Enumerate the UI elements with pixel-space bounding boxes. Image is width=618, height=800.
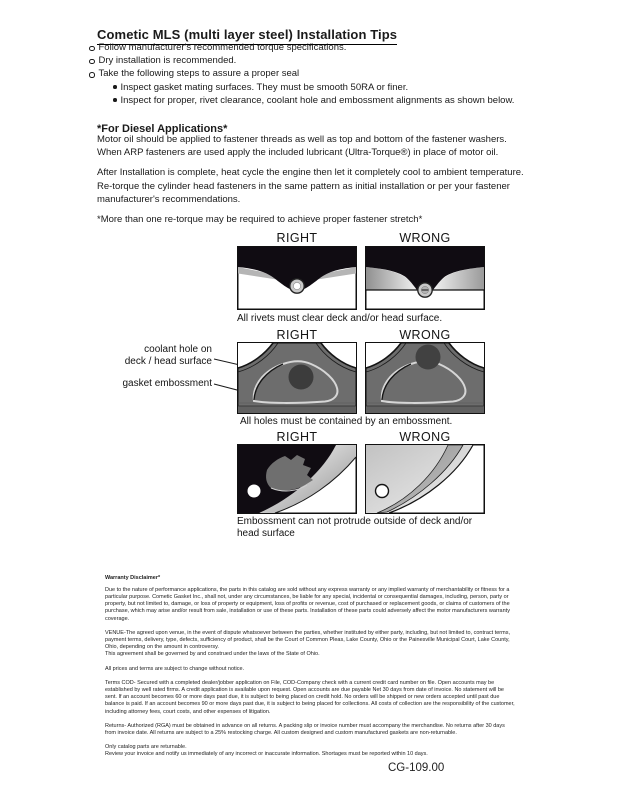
bullet-text: Dry installation is recommended. (98, 55, 237, 67)
coolant-hole-annotation: coolant hole on deck / head surface (124, 344, 212, 367)
rivet-clearance-diagram-right (237, 246, 357, 310)
wrong-label: WRONG (399, 328, 451, 342)
bullet-text: Inspect for proper, rivet clearance, coolant hole and embossment alignments as shown below. (120, 94, 515, 106)
gasket-cross-section-right-illustration (237, 246, 357, 310)
wrong-label: WRONG (399, 231, 451, 245)
list-item (113, 81, 534, 94)
right-label: RIGHT (276, 231, 318, 245)
warranty-heading: Warranty Disclaimer* (105, 575, 161, 581)
gasket-cross-section-wrong-illustration (365, 246, 485, 310)
diagram-caption: All rivets must clear deck and/or head surface. (237, 313, 443, 324)
paragraph: *More than one re-torque may be required to achieve proper fastener stretch* (97, 214, 423, 226)
warranty-disclaimer (105, 575, 517, 759)
diagram-caption: Embossment can not protrude outside of deck and/or head surface (237, 516, 473, 539)
coolant-hole-right-illustration (237, 342, 357, 414)
warranty-paragraph: All prices and terms are subject to change without notice. (105, 665, 245, 672)
open-bullet-icon (89, 59, 95, 65)
diesel-applications-heading: *For Diesel Applications* (97, 123, 228, 136)
installation-tips-list (89, 41, 534, 107)
embossment-protrusion-diagram-right (237, 444, 357, 514)
page-title: Cometic MLS (multi layer steel) Installation Tips (97, 27, 397, 45)
warranty-paragraph: Terms COD- Secured with a completed dealer/jobber application on File, COD-Company check with a current credit card number on file. Open accounts may be established by well rated firms. A credit application is available upon request. Open accounts are due payable Net 30 days from date of invoice. No statement will be sent. If an account becomes 60 or more days past due, it is subject to being placed on credit hold. No orders will be shipped or new orders accepted until past due balance is paid. If an account becomes 90 or more days past due, it is subject to being placed for collections. All costs of collection are the responsibility of the customer, including attorney fees, court costs, and other expenses of litigation. (105, 679, 515, 715)
list-item (89, 54, 534, 67)
open-bullet-icon (89, 46, 95, 52)
warranty-paragraph: Only catalog parts are returnable. (105, 744, 187, 751)
filled-bullet-icon (113, 85, 117, 89)
list-item (113, 94, 534, 107)
bullet-text: Inspect gasket mating surfaces. They must be smooth 50RA or finer. (120, 81, 409, 93)
paragraph: Motor oil should be applied to fastener threads as well as top and bottom of the fastener washers. When ARP fasteners are used apply the included lubricant (Ultra-Torque®) in place of motor oil. (97, 134, 507, 159)
warranty-paragraph: This agreement shall be governed by and construed under the laws of the State of Ohio. (105, 651, 320, 658)
wrong-label: WRONG (399, 430, 451, 444)
paragraph: After Installation is complete, heat cycle the engine then let it completely cool to ambient temperature. Re-torque the cylinder head fasteners in the same pattern as initial installation or per your fastener manufacturer's recommendations. (97, 167, 524, 205)
coolant-hole-wrong-illustration (365, 342, 485, 414)
warranty-paragraph: VENUE-The agreed upon venue, in the event of dispute whatsoever between the parties, whether instituted by either party, including, but not limited to, contract terms, payment terms, delivery, type, defects, sufficiency of product, shall be the Court of Common Pleas, Lake County, Ohio or the Painesville Municipal Court, Lake County, Ohio, depending on the amount in controversy. (105, 629, 510, 651)
right-label: RIGHT (276, 328, 318, 342)
diesel-applications-text (97, 133, 525, 233)
list-item (89, 67, 534, 80)
rivet-clearance-diagram-wrong (365, 246, 485, 310)
embossment-protrusion-diagram-wrong (365, 444, 485, 514)
embossment-containment-diagram-right (237, 342, 357, 414)
open-bullet-icon (89, 72, 95, 78)
list-item (89, 41, 534, 54)
diagram-caption: All holes must be contained by an embossment. (240, 416, 453, 427)
gasket-embossment-annotation: gasket embossment (122, 378, 212, 389)
bullet-text: Take the following steps to assure a proper seal (98, 68, 300, 80)
deck-edge-right-illustration (237, 444, 357, 514)
page-number: CG-109.00 (388, 762, 445, 774)
embossment-containment-diagram-wrong (365, 342, 485, 414)
filled-bullet-icon (113, 98, 117, 102)
warranty-paragraph: Review your invoice and notify us immediately of any incorrect or inaccurate information. Shortages must be reported within 10 days. (105, 751, 428, 758)
right-label: RIGHT (276, 430, 318, 444)
warranty-paragraph: Returns- Authorized (RGA) must be obtained in advance on all returns. A packing slip or invoice number must accompany the merchandise. No returns after 30 days from invoice date. All returns are subject to a 25% restocking charge. All custom designed and custom manufactured gaskets are non-returnable. (105, 722, 505, 736)
bullet-text: Follow manufacturer's recommended torque specifications. (98, 42, 347, 53)
deck-edge-wrong-illustration (365, 444, 485, 514)
warranty-paragraph: Due to the nature of performance applications, the parts in this catalog are sold without any express warranty or any implied warranty of merchantability or fitness for a particular purpose. Cometic Gasket Inc., shall not, under any circumstances, be liable for any special, incidental or consequential damages, including, person, party or property, but not limited to, damage, or loss of property or equipment, loss of profits or revenue, cost of purchased or replacement goods, or claims of customers of the purchase, which may arise and/or result from sale, installation or use of these parts. Installation of these parts could adversely affect the motor manufacturers warranty coverage. (105, 586, 510, 622)
